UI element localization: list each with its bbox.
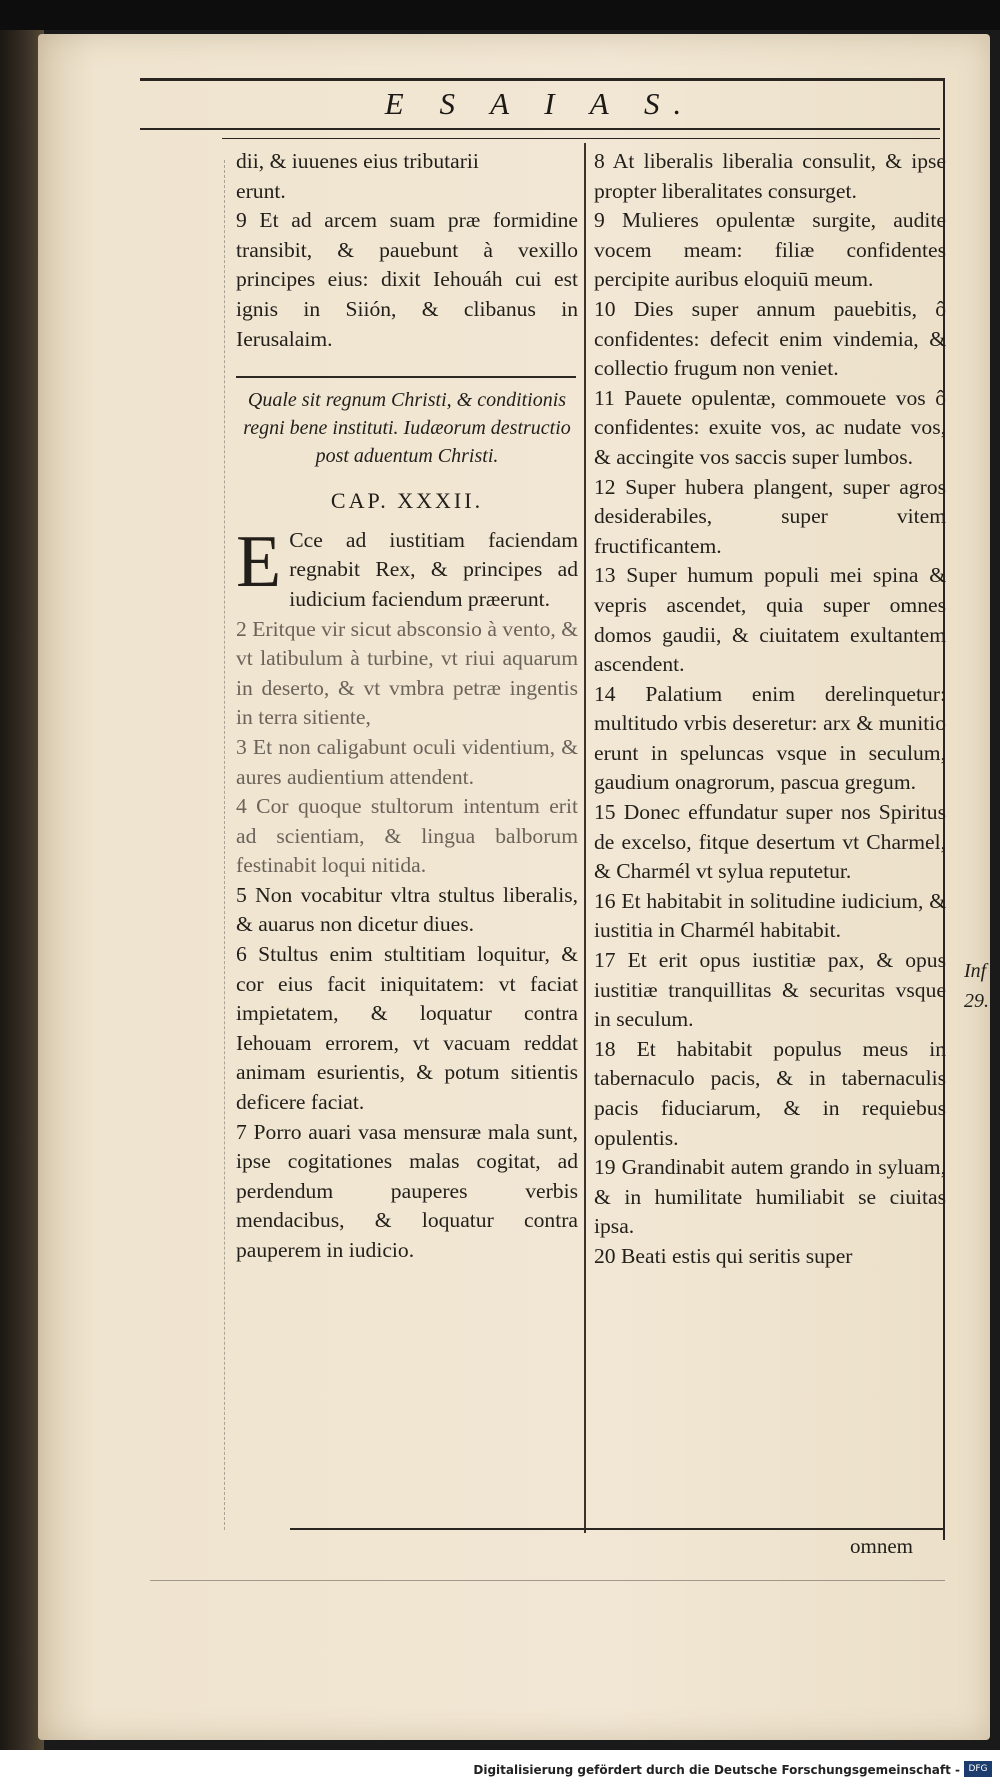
verse-10: 10 Dies super annum pauebitis, ô confidentes: defecit enim vindemia, & collectio frugum non veniet. (594, 296, 946, 381)
verse-13: 13 Super humum populi mei spina & vepris ascendet, quia super omnes domos gaudii, & ciuitatem exultantem ascendent. (594, 563, 946, 677)
verse-12: 12 Super hubera plangent, super agros desiderabiles, super vitem fructificantem. (594, 474, 946, 558)
intro-text: Cce ad iustitiam faciendam regnabit Rex, & principes ad iudicium faciendum præerunt. (289, 527, 578, 611)
verse-11: 11 Pauete opulentæ, commouete vos ô confidentes: exuite vos, ac nudate vos, & accingite vos saccis super lumbos. (594, 385, 946, 469)
left-top-line-2: erunt. (236, 178, 286, 203)
scan-background-top (0, 0, 1000, 30)
verse-19: 19 Grandinabit autem grando in syluam, & in humilitate humiliabit se ciuitas ipsa. (594, 1155, 946, 1239)
header-rule-bottom-thin (222, 138, 940, 139)
chapter-intro (236, 520, 578, 615)
dfg-logo: DFG (964, 1761, 992, 1777)
verse-15: 15 Donec effundatur super nos Spiritus de excelso, fitque desertum vt Charmel, & Charmél vt sylua reputetur. (594, 800, 946, 884)
left-margin-bracket (224, 160, 226, 1530)
verse-16: 16 Et habitabit in solitudine iudicium, & iustitia in Charmél habitabit. (594, 888, 946, 943)
margin-note (964, 956, 989, 1016)
header-rule-bottom (140, 128, 940, 130)
bottom-page-rule (150, 1580, 945, 1581)
verse-14: 14 Palatium enim derelinquetur: multitudo vrbis deseretur: arx & munitio erunt in speluncas vsque in seculum, gaudium onagrorum, pascua gregum. (594, 681, 946, 795)
verse-9-left: 9 Et ad arcem suam præ formidine transibit, & pauebunt à vexillo principes eius: dixit Iehouáh cui est ignis in Siión, & clibanus in Ierusalaim. (236, 208, 578, 351)
verse-8: 8 At liberalis liberalia consulit, & ipse propter liberalitates consurget. (594, 149, 946, 203)
verse-17: 17 Et erit opus iustitiæ pax, & opus iustitiæ tranquillitas & securitas vsque in seculum. (594, 948, 946, 1032)
verse-5: 5 Non vocabitur vltra stultus liberalis, & auarus non dicetur diues. (236, 882, 578, 937)
left-top-line-1: dii, & iuuenes eius tributarii (236, 149, 479, 173)
drop-cap: E (236, 520, 282, 603)
verse-6: 6 Stultus enim stultitiam loquitur, & cor eius facit iniquitatem: vt faciat impietatem, & loquatur contra Iehouam errorem, vt vacuam reddat animam esurientis, & potum sitientis deficere faciat. (236, 942, 578, 1115)
verse-4: 4 Cor quoque stultorum intentum erit ad scientiam, & lingua balborum festinabit loqui nitida. (236, 794, 578, 878)
verse-3: 3 Et non caligabunt oculi videntium, & aures audientium attendent. (236, 734, 578, 789)
column-divider (584, 143, 586, 1533)
verse-20: 20 Beati estis qui seritis super (594, 1243, 853, 1268)
running-head: E S A I A S. (384, 86, 696, 121)
header-rule-top (140, 78, 945, 81)
verse-9-right: 9 Mulieres opulentæ surgite, audite vocem meam: filiæ confidentes percipite auribus eloquiū meum. (594, 208, 946, 292)
verse-2: 2 Eritque vir sicut absconsio à vento, & vt latibulum à turbine, vt riui aquarum in deserto, & vt vmbra petræ ingentis in terra sitiente, (236, 616, 578, 730)
chapter-summary: Quale sit regnum Christi, & conditionis regni bene instituti. Iudæorum destructio post aduentum Christi. (243, 389, 571, 468)
digitization-credit: Digitalisierung gefördert durch die Deutsche Forschungsgemeinschaft - (473, 1763, 960, 1777)
right-column (594, 147, 946, 1272)
chapter-heading: CAP. XXXII. (330, 488, 484, 514)
footer-rule (290, 1528, 945, 1530)
verse-7: 7 Porro auari vasa mensuræ mala sunt, ipse cogitationes malas cogitat, ad perdendum pauperes verbis mendacibus, & loquatur contra pauperem in iudicio. (236, 1119, 578, 1262)
margin-note-line-1: Inf (964, 960, 987, 982)
catchword: omnem (850, 1534, 913, 1558)
summary-separator (236, 376, 576, 378)
left-column (236, 147, 578, 1266)
margin-note-line-2: 29. (964, 990, 989, 1012)
verse-18: 18 Et habitabit populus meus in tabernaculo pacis, & in tabernaculis pacis fiduciarum, & in requiebus opulentis. (594, 1036, 946, 1150)
